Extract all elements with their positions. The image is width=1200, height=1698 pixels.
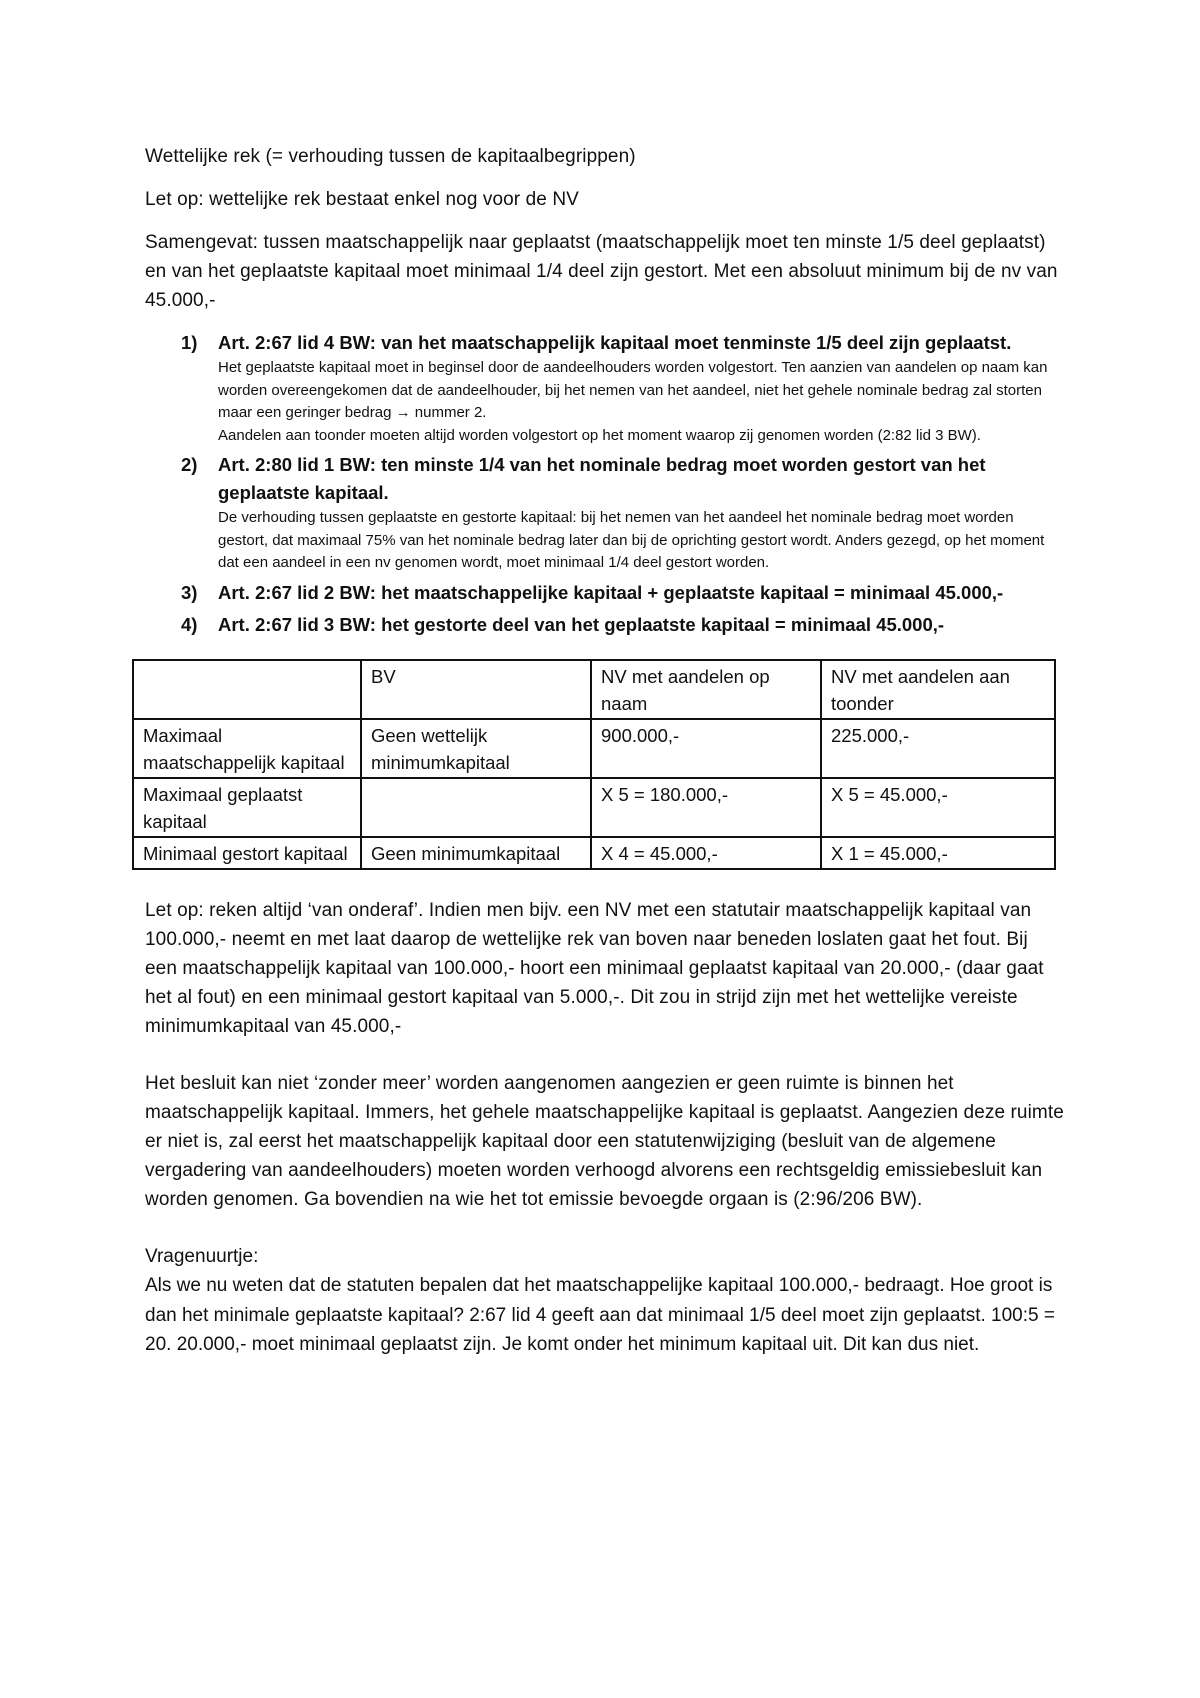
paragraph-onderaf: Let op: reken altijd ‘van onderaf’. Indien men bijv. een NV met een statutair maatschappelijk kapitaal van 100.000,- neemt en met laat daarop de wettelijke rek van boven naar beneden loslaten gaat het fout. Bij een maatschappelijk kapitaal van 100.000,- hoort een minimaal geplaatst kapitaal van 20.000,- (daar gaat het al fout) en een minimaal gestort kapitaal van 5.000,-. Dit zou in strijd zijn met het wettelijke vereiste minimumkapitaal van 45.000,- bbox=[145, 899, 1044, 1037]
article-note: Het geplaatste kapitaal moet in beginsel door de aandeelhouders worden volgestort. Ten aanzien van aandelen op naam kan worden overeengekomen dat de aandeelhouder, bij het nemen van het aandeel, niet het gehele nominale bedrag zal storten maar een geringer bedrag → nummer 2. bbox=[218, 359, 1048, 421]
vragenuurtje-label: Vragenuurtje: bbox=[145, 1245, 259, 1267]
article-item bbox=[145, 611, 1065, 639]
paragraph-besluit: Het besluit kan niet ‘zonder meer’ worden aangenomen aangezien er geen ruimte is binnen het maatschappelijk kapitaal. Immers, het gehele maatschappelijke kapitaal is geplaatst. Aangezien deze ruimte er niet is, zal eerst het maatschappelijk kapitaal door een statutenwijziging (besluit van de algemene vergadering van aandeelhouders) moeten worden verhoogd alvorens een rechtsgeldig emissiebesluit kan worden genomen. Ga bovendien na wie het tot emissie bevoegde orgaan is (2:96/206 BW). bbox=[145, 1072, 1064, 1210]
table-cell: Geen wettelijk minimumkapitaal bbox=[361, 719, 591, 778]
article-item bbox=[145, 451, 1065, 575]
article-number: 2) bbox=[181, 454, 198, 475]
article-note: Aandelen aan toonder moeten altijd worden volgestort op het moment waarop zij genomen worden (2:82 lid 3 BW). bbox=[218, 426, 981, 444]
table-cell: Geen minimumkapitaal bbox=[361, 837, 591, 869]
summary-paragraph: Samengevat: tussen maatschappelijk naar geplaatst (maatschappelijk moet ten minste 1/5 deel geplaatst) en van het geplaatste kapitaal moet minimaal 1/4 deel zijn gestort. Met een absoluut minimum bij de nv van 45.000,- bbox=[145, 232, 1058, 311]
article-title: Art. 2:67 lid 3 BW: het gestorte deel van het geplaatste kapitaal = minimaal 45.000,- bbox=[218, 613, 945, 635]
note-nv: Let op: wettelijke rek bestaat enkel nog voor de NV bbox=[145, 189, 579, 210]
article-title: Art. 2:67 lid 4 BW: van het maatschappelijk kapitaal moet tenminste 1/5 deel zijn geplaatst. bbox=[218, 332, 1012, 353]
table-cell: X 5 = 45.000,- bbox=[821, 778, 1055, 837]
article-title: Art. 2:80 lid 1 BW: ten minste 1/4 van het nominale bedrag moet worden gestort van het geplaatste kapitaal. bbox=[218, 454, 986, 503]
capital-table bbox=[132, 659, 1056, 870]
table-cell bbox=[361, 778, 591, 837]
table-cell: X 4 = 45.000,- bbox=[591, 837, 821, 869]
article-number: 4) bbox=[181, 613, 198, 635]
table-cell: Maximaal maatschappelijk kapitaal bbox=[133, 719, 361, 778]
table-cell: X 5 = 180.000,- bbox=[591, 778, 821, 837]
vragenuurtje-text: Als we nu weten dat de statuten bepalen dat het maatschappelijke kapitaal 100.000,- bedraagt. Hoe groot is dan het minimale geplaatste kapitaal? 2:67 lid 4 geeft aan dat minimaal 1/5 deel moet zijn geplaatst. 100:5 = 20. 20.000,- moet minimaal geplaatst zijn. Je komt onder het minimum kapitaal uit. Dit kan dus niet. bbox=[145, 1275, 1055, 1355]
table-cell: BV bbox=[361, 660, 591, 719]
spacer bbox=[145, 1228, 1065, 1242]
table-cell bbox=[133, 660, 361, 719]
article-number: 1) bbox=[181, 332, 198, 353]
table-row bbox=[133, 778, 1055, 837]
article-list bbox=[145, 329, 1065, 639]
article-title: Art. 2:67 lid 2 BW: het maatschappelijke kapitaal + geplaatste kapitaal = minimaal 45.000,- bbox=[218, 581, 1004, 603]
table-cell: Maximaal geplaatst kapitaal bbox=[133, 778, 361, 837]
article-item bbox=[145, 579, 1065, 607]
page-heading: Wettelijke rek (= verhouding tussen de kapitaalbegrippen) bbox=[145, 146, 636, 167]
article-note: De verhouding tussen geplaatste en gestorte kapitaal: bij het nemen van het aandeel het nominale bedrag moet worden gestort, dat maximaal 75% van het nominale bedrag later dan bij de oprichting gestort wordt. Anders gezegd, op het moment dat een aandeel in een nv genomen wordt, moet minimaal 1/4 deel gestort worden. bbox=[218, 509, 1045, 571]
table-row bbox=[133, 837, 1055, 869]
article-number: 3) bbox=[181, 581, 198, 603]
table-row bbox=[133, 719, 1055, 778]
table-cell: NV met aandelen aan toonder bbox=[821, 660, 1055, 719]
table-header-row bbox=[133, 660, 1055, 719]
table-cell: 900.000,- bbox=[591, 719, 821, 778]
table-cell: Minimaal gestort kapitaal bbox=[133, 837, 361, 869]
table-cell: X 1 = 45.000,- bbox=[821, 837, 1055, 869]
table-cell: 225.000,- bbox=[821, 719, 1055, 778]
article-item bbox=[145, 329, 1065, 447]
spacer bbox=[145, 1055, 1065, 1069]
document-body bbox=[145, 142, 1065, 1374]
table-cell: NV met aandelen op naam bbox=[591, 660, 821, 719]
vragenuurtje-section bbox=[145, 1242, 1065, 1360]
